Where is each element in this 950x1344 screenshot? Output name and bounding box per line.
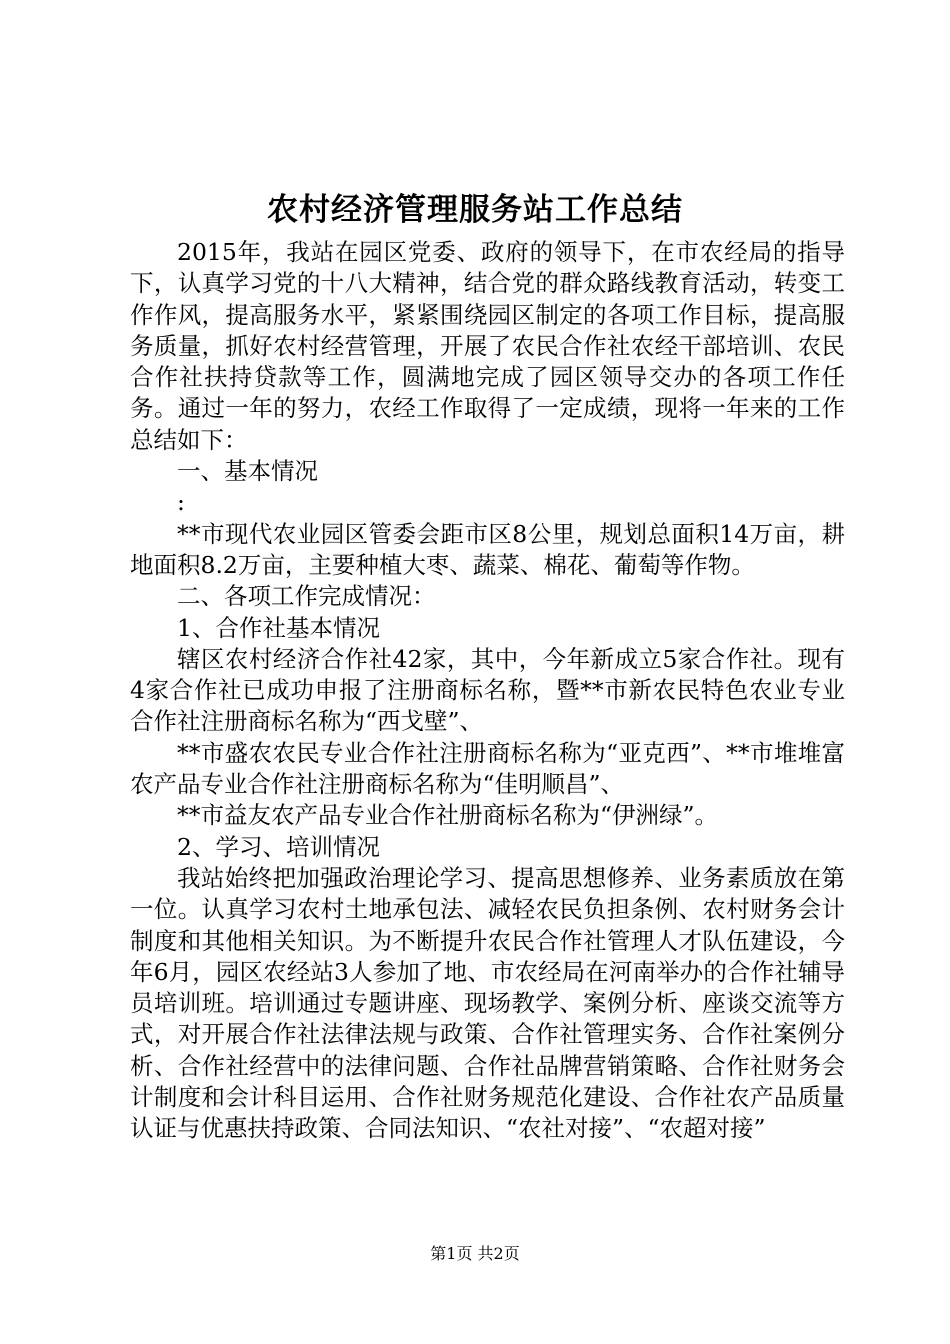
subheading-training: 2、学习、培训情况 — [177, 832, 380, 861]
paragraph-trademarks: **市盛农农民专业合作社注册商标名称为“亚克西”、**市堆堆富农产品专业合作社注册商标名称为“佳明顺昌”、 — [130, 738, 845, 799]
heading-basic-situation: 一、基本情况 — [177, 457, 318, 486]
paragraph-park-overview: **市现代农业园区管委会距市区8公里，规划总面积14万亩，耕地面积8.2万亩，主要种植大枣、蔬菜、棉花、葡萄等作物。 — [130, 519, 845, 579]
page-footer: 第1页 共2页 — [430, 1244, 520, 1263]
paragraph-training: 我站始终把加强政治理论学习、提高思想修养、业务素质放在第一位。认真学习农村土地承包法、减轻农民负担条例、农村财务会计制度和其他相关知识。为不断提升农民合作社管理人才队伍建设，今年6月，园区农经站3人参加了地、市农经局在河南举办的合作社辅导员培训班。培训通过专题讲座、现场教学、案例分析、座谈交流等方式，对开展合作社法律法规与政策、合作社管理实务、合作社案例分析、合作社经营中的法律问题、合作社品牌营销策略、合作社财务会计制度和会计科目运用、合作社财务规范化建设、合作社农产品质量认证与优惠扶持政策、合同法知识、“农社对接”、“农超对接” — [130, 863, 845, 1143]
document-body — [130, 237, 845, 1145]
paragraph-cooperatives: 辖区农村经济合作社42家，其中，今年新成立5家合作社。现有4家合作社已成功申报了注册商标名称，暨**市新农民特色农业专业合作社注册商标名称为“西戈壁”、 — [130, 644, 845, 736]
document-title: 农村经济管理服务站工作总结 — [267, 192, 683, 228]
paragraph-trademark-last: **市益友农产品专业合作社册商标名称为“伊洲绿”。 — [177, 801, 719, 830]
paragraph-intro: 2015年，我站在园区党委、政府的领导下，在市农经局的指导下，认真学习党的十八大精神，结合党的群众路线教育活动，转变工作作风，提高服务水平，紧紧围绕园区制定的各项工作目标，提高服务质量，抓好农村经营管理，开展了农民合作社农经干部培训、农民合作社扶持贷款等工作，圆满地完成了园区领导交办的各项工作任务。通过一年的努力，农经工作取得了一定成绩，现将一年来的工作总结如下： — [130, 238, 845, 454]
paragraph-colon: : — [177, 488, 185, 517]
subheading-cooperatives: 1、合作社基本情况 — [177, 613, 380, 642]
heading-work-completion: 二、各项工作完成情况： — [177, 582, 436, 611]
